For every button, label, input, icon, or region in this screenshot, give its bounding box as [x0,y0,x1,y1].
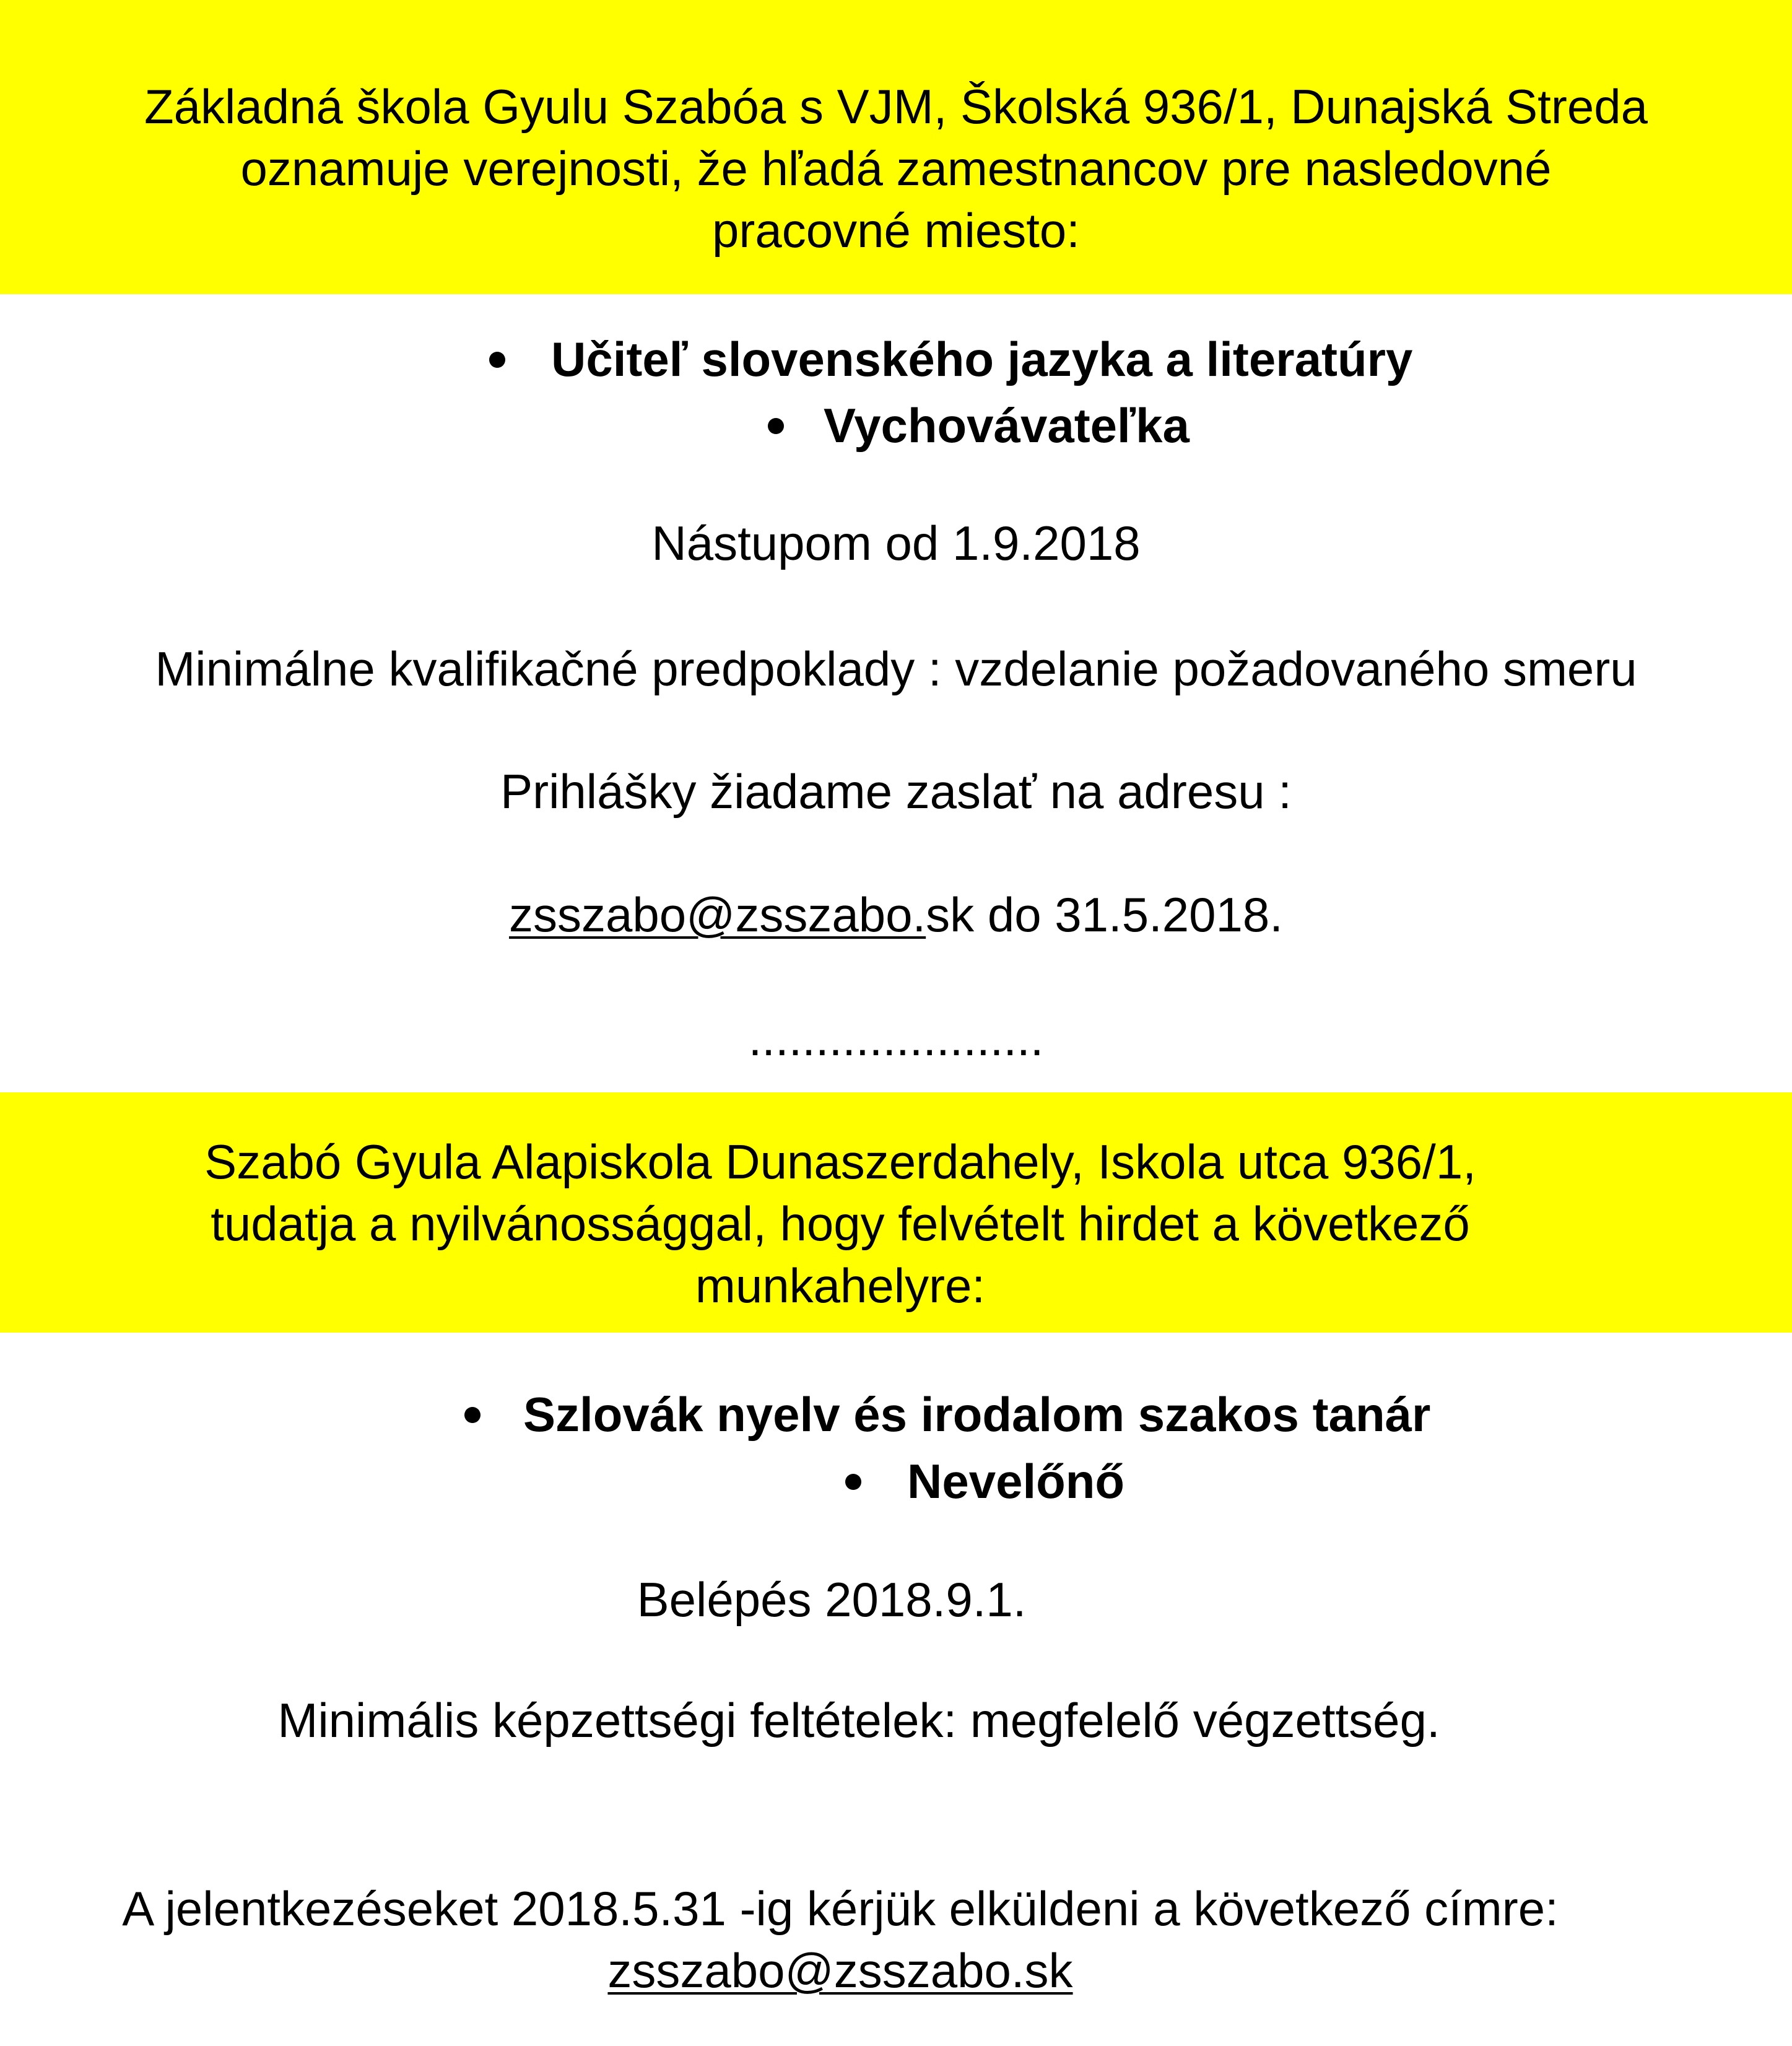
slovak-start-date: Nástupom od 1.9.2018 [651,516,1141,570]
bullet-icon [489,352,505,368]
slovak-intro-line-3: pracovné miesto: [712,203,1080,258]
slovak-qualifications: Minimálne kvalifikačné predpoklady : vzdelanie požadovaného smeru [155,642,1637,696]
slovak-email-deadline: sk do 31.5.2018. [926,887,1283,942]
bullet-icon [768,418,784,434]
slovak-email-link[interactable]: zsszabo@zsszabo. [509,887,926,942]
bullet-icon [845,1474,861,1490]
section-separator: ...................... [748,1011,1044,1066]
hungarian-intro-line-1: Szabó Gyula Alapiskola Dunaszerdahely, Iskola utca 936/1, [204,1134,1476,1189]
hungarian-position-2: Nevelőnő [907,1454,1125,1508]
hungarian-email-link[interactable]: zsszabo@zsszabo.sk [607,1943,1073,1998]
bullet-icon [464,1407,481,1423]
slovak-position-2: Vychovávateľka [824,398,1190,453]
hungarian-qualifications: Minimális képzettségi feltételek: megfelelő végzettség. [277,1693,1440,1748]
slovak-email-line [0,884,1792,946]
hungarian-email-line [0,1939,1736,2001]
slovak-intro-line-1: Základná škola Gyulu Szabóa s VJM, Školská 936/1, Dunajská Streda [144,79,1648,134]
hungarian-intro-line-3: munkahelyre: [695,1258,986,1313]
hungarian-apply-text: A jelentkezéseket 2018.5.31 -ig kérjük elküldeni a következő címre: [122,1881,1559,1936]
slovak-position-1: Učiteľ slovenského jazyka a literatúry [551,332,1413,386]
slovak-apply-text: Prihlášky žiadame zaslať na adresu : [500,764,1292,819]
slovak-intro-line-2: oznamuje verejnosti, že hľadá zamestnancov pre nasledovné [240,141,1552,196]
hungarian-intro-line-2: tudatja a nyilvánossággal, hogy felvételt hirdet a következő [211,1196,1470,1251]
hungarian-position-1: Szlovák nyelv és irodalom szakos tanár [523,1387,1431,1442]
hungarian-start-date: Belépés 2018.9.1. [637,1572,1027,1627]
